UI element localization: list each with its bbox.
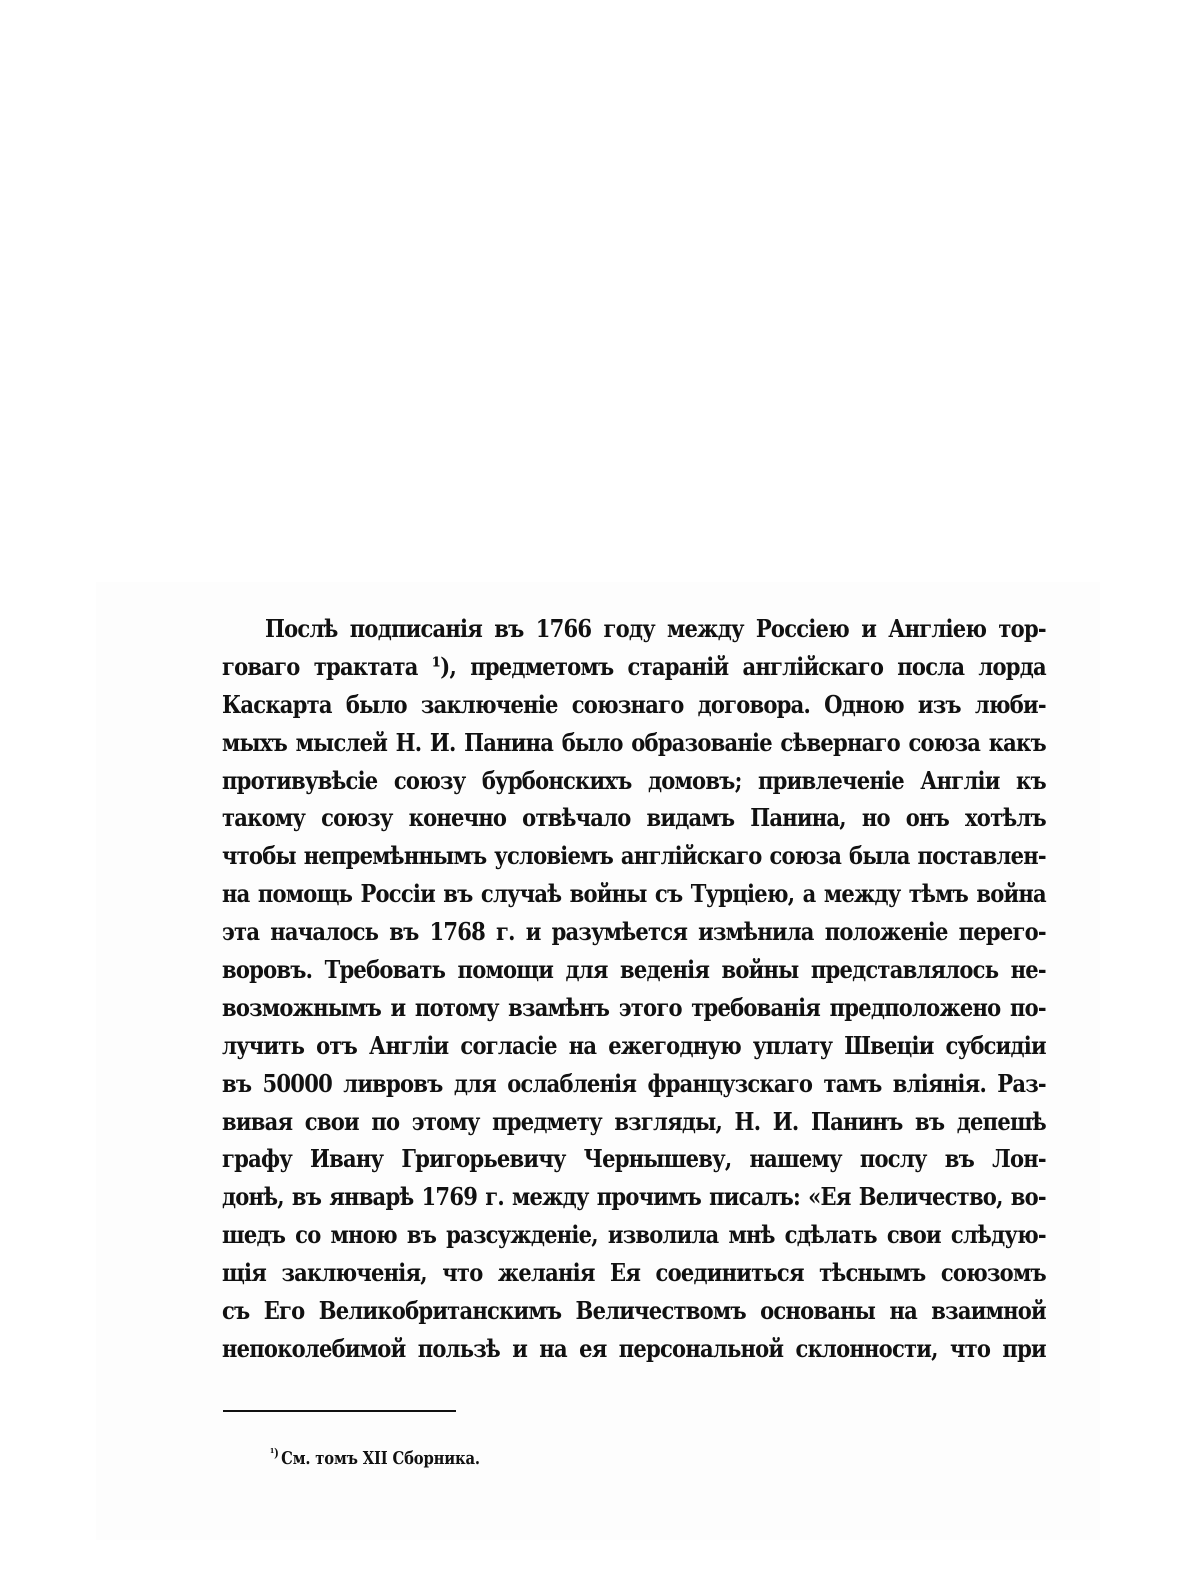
text-line: лучить отъ Англіи согласіе на ежегодную уплату Швеціи субсидіи <box>222 1030 1046 1060</box>
footnote-text: См. томъ XII Сборника. <box>281 1448 480 1469</box>
footnote <box>270 1446 480 1469</box>
text-line: такому союзу конечно отвѣчало видамъ Панина, но онъ хотѣлъ <box>222 803 1046 833</box>
text-line: говаго трактата ¹), предметомъ стараній англійскаго посла лорда <box>222 651 1046 681</box>
text-line: въ 50000 ливровъ для ослабленія французскаго тамъ вліянія. Раз- <box>222 1068 1046 1098</box>
text-line: эта началось въ 1768 г. и разумѣется измѣнила положеніе перего- <box>222 917 1046 947</box>
text-line: возможнымъ и потому взамѣнъ этого требованія предположено по- <box>222 992 1046 1022</box>
text-line: воровъ. Требовать помощи для веденія войны представлялось не- <box>222 955 1046 985</box>
text-line: мыхъ мыслей Н. И. Панина было образованіе сѣвернаго союза какъ <box>222 727 1046 757</box>
text-line: донѣ, въ январѣ 1769 г. между прочимъ писалъ: «Ея Величество, во- <box>222 1182 1046 1212</box>
footnote-divider <box>223 1410 456 1412</box>
footnote-marker: ¹) <box>270 1446 279 1460</box>
text-line: чтобы непремѣннымъ условіемъ англійскаго союза была поставлен- <box>222 841 1046 871</box>
text-line: на помощь Россіи въ случаѣ войны съ Турціею, а между тѣмъ война <box>222 879 1046 909</box>
text-line: противувѣсіе союзу бурбонскихъ домовъ; привлеченіе Англіи къ <box>222 765 1046 795</box>
text-line: вивая свои по этому предмету взгляды, Н. И. Панинъ въ депешѣ <box>222 1106 1046 1136</box>
text-line: графу Ивану Григорьевичу Чернышеву, нашему послу въ Лон- <box>222 1144 1046 1174</box>
text-line: Каскарта было заключеніе союзнаго договора. Одною изъ люби- <box>222 689 1046 719</box>
text-line: шедъ со мною въ разсужденіе, изволила мнѣ сдѣлать свои слѣдую- <box>222 1220 1046 1250</box>
text-line: непоколебимой пользѣ и на ея персональной склонности, что при <box>222 1333 1046 1363</box>
text-line: съ Его Великобританскимъ Величествомъ основаны на взаимной <box>222 1296 1046 1326</box>
text-line: Послѣ подписанія въ 1766 году между Россіею и Англіею тор- <box>265 614 1046 643</box>
text-line: щія заключенія, что желанія Ея соединиться тѣснымъ союзомъ <box>222 1258 1046 1288</box>
main-paragraph <box>222 610 1046 1368</box>
